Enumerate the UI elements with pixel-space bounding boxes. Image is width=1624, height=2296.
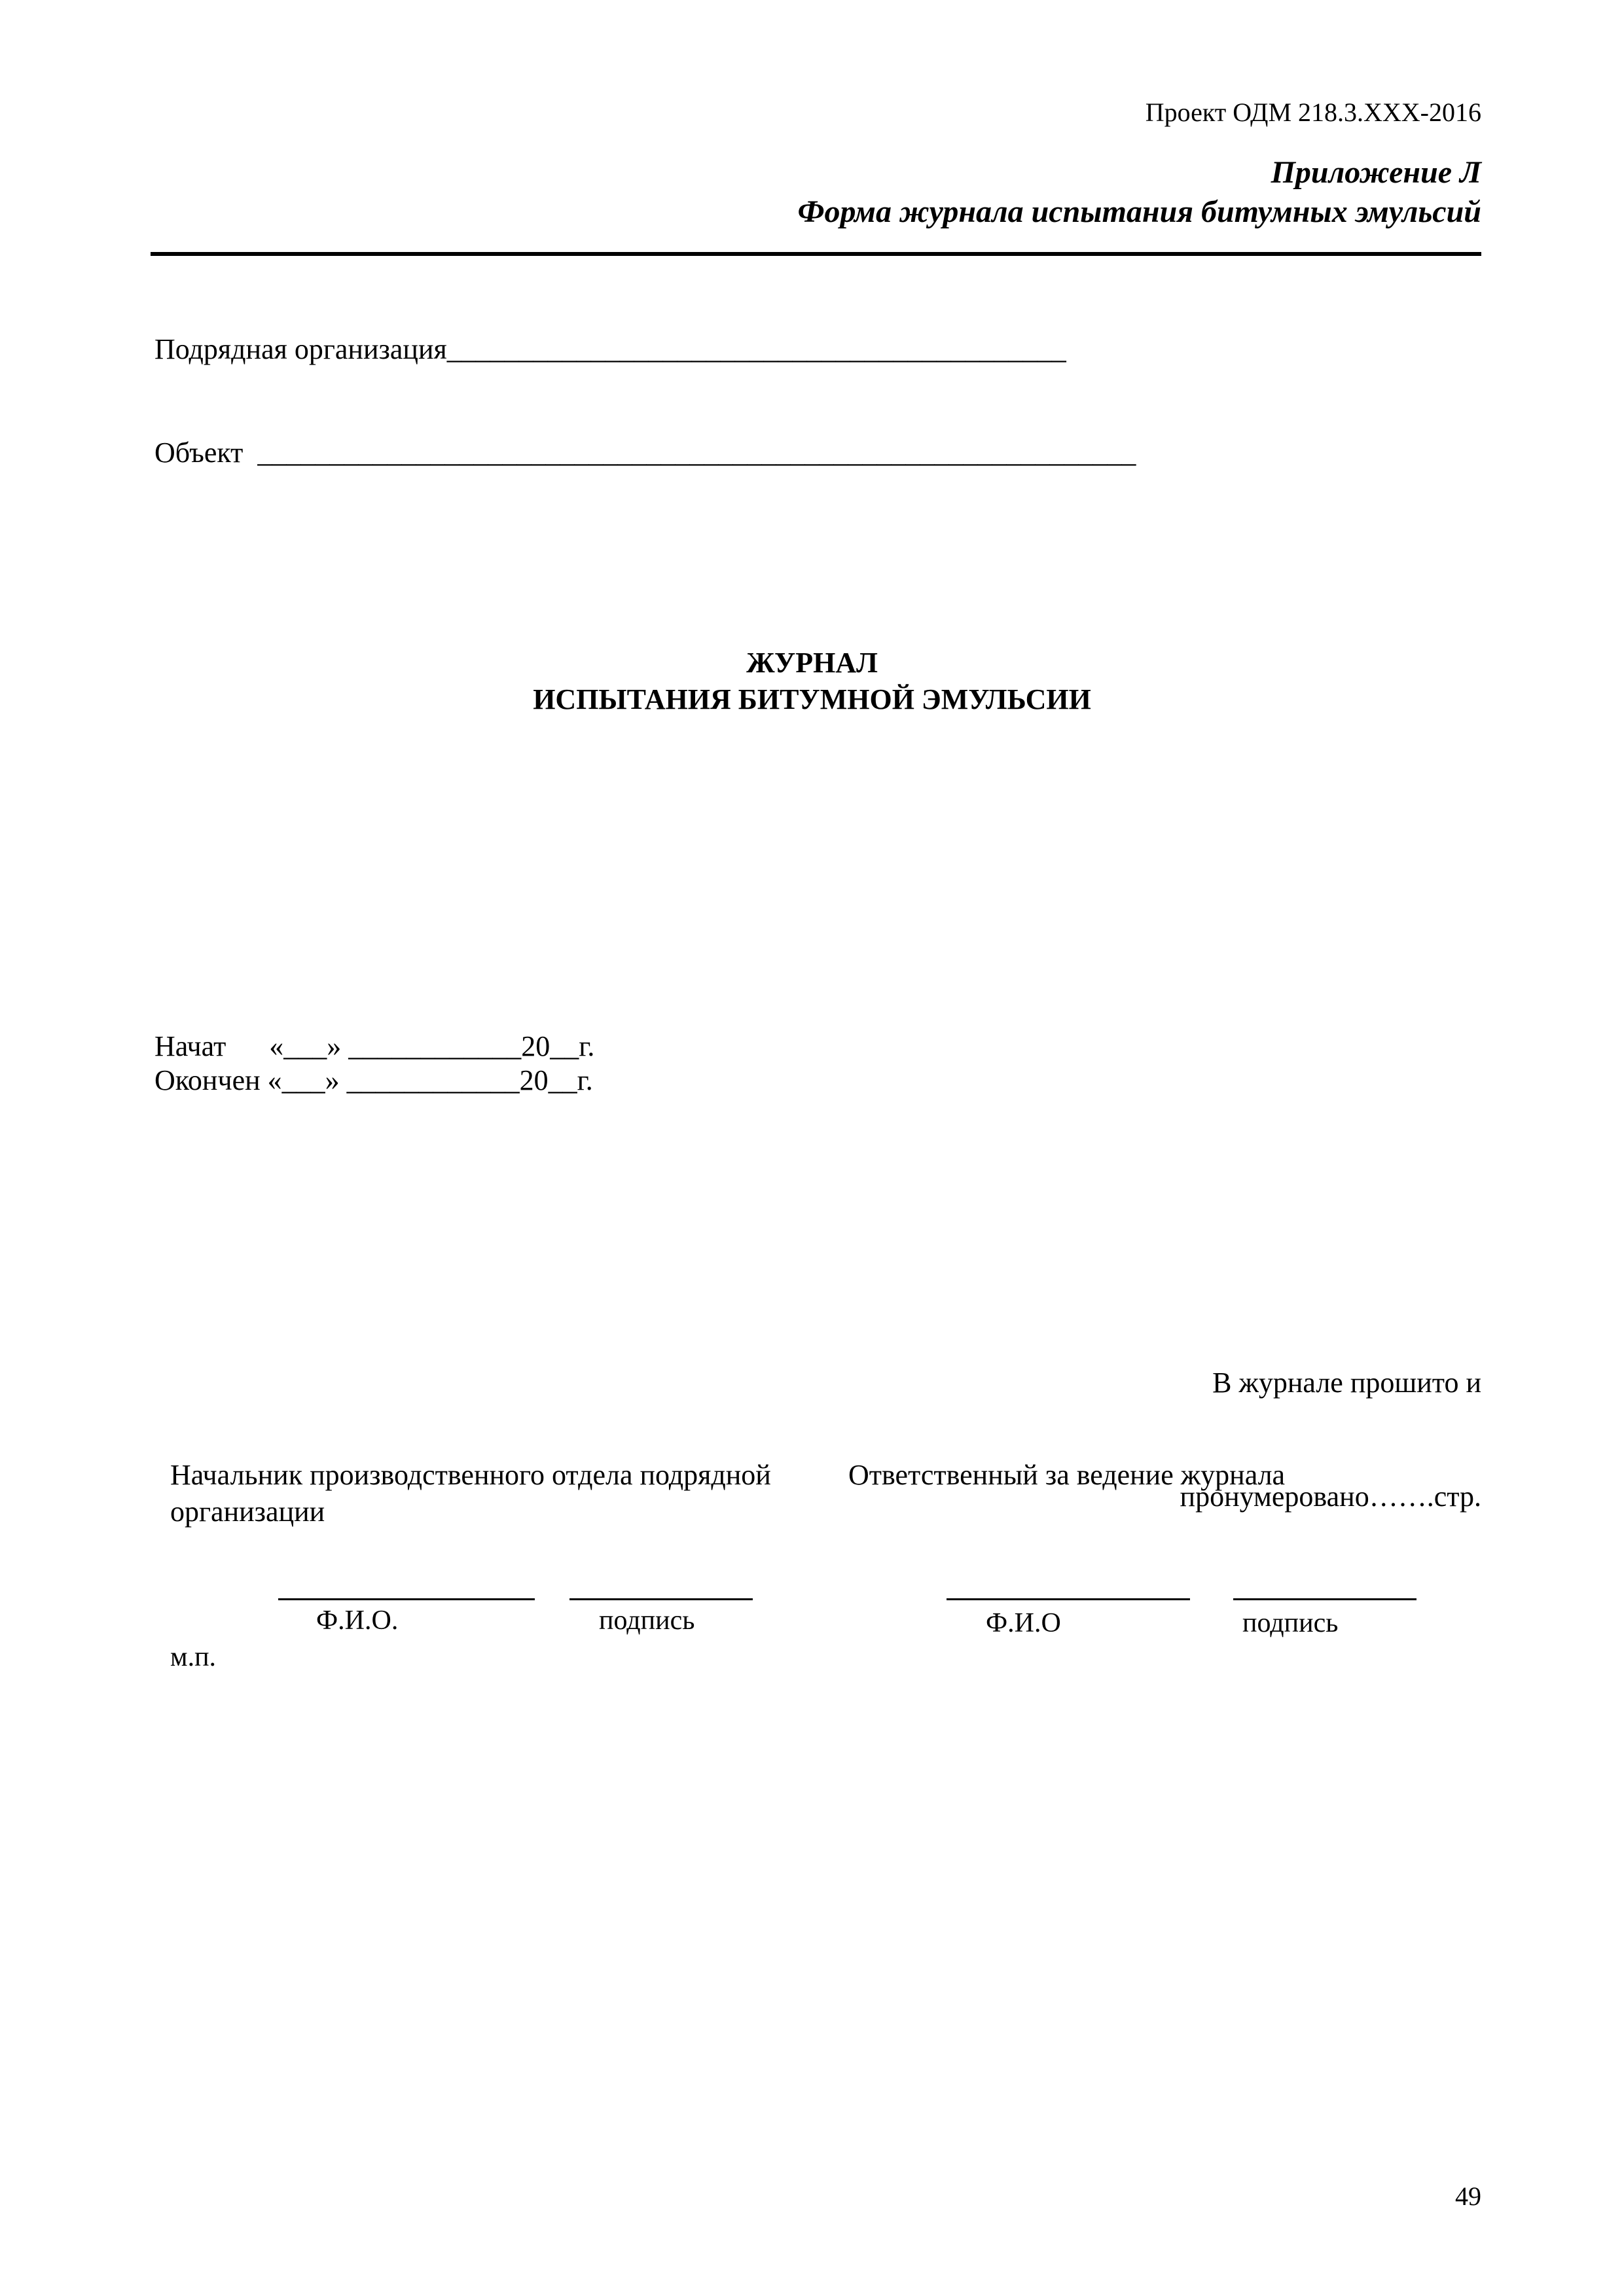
left-name-label: Ф.И.О. (316, 1605, 399, 1636)
appendix-subtitle: Форма журнала испытания битумных эмульсий (797, 194, 1481, 229)
stitched-pages-note (1180, 1288, 1481, 1592)
left-signature-label: подпись (599, 1605, 695, 1636)
appendix-title: Приложение Л (1271, 155, 1481, 190)
journal-title-line-2: ИСПЫТАНИЯ БИТУМНОЙ ЭМУЛЬСИИ (533, 683, 1091, 715)
start-date-line: Начат «___» ____________20__г. (154, 1030, 595, 1062)
stitched-line-1: В журнале прошито и (1212, 1367, 1481, 1399)
stitched-line-2: пронумеровано…….стр. (1180, 1480, 1481, 1513)
journal-responsible-caption: Ответственный за ведение журнала (848, 1459, 1286, 1491)
right-signature-rule (1233, 1598, 1416, 1600)
right-signature-label: подпись (1242, 1608, 1339, 1638)
journal-title-line-1: ЖУРНАЛ (746, 647, 878, 679)
left-name-rule (278, 1598, 535, 1600)
production-head-caption: Начальник производственного отдела подрядной организации (170, 1459, 771, 1528)
right-name-rule (947, 1598, 1190, 1600)
header-divider (151, 252, 1481, 256)
left-signature-rule (569, 1598, 753, 1600)
object-field: Объект _____________________________________________________________ (154, 437, 1136, 469)
contractor-field: Подрядная организация___________________________________________ (154, 333, 1066, 365)
stamp-place-label: м.п. (170, 1642, 217, 1672)
document-code: Проект ОДМ 218.3.XXX-2016 (1145, 98, 1481, 127)
journal-title (0, 645, 1624, 718)
right-name-label: Ф.И.О (986, 1608, 1061, 1638)
page-number: 49 (1455, 2181, 1481, 2211)
end-date-line: Окончен «___» ____________20__г. (154, 1064, 593, 1096)
